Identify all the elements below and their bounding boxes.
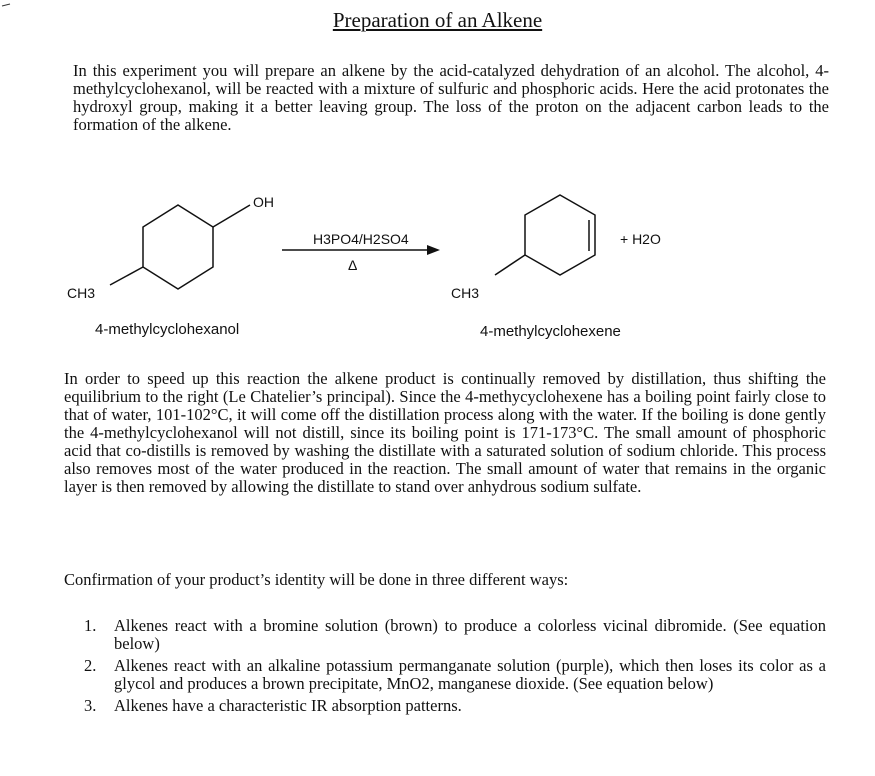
reaction-scheme (55, 175, 775, 355)
confirmation-intro: Confirmation of your product’s identity will be done in three different ways: (64, 570, 569, 589)
list-item (84, 657, 826, 693)
catalyst-label: H3PO4/H2SO4 (313, 231, 409, 247)
reaction-arrow-head (427, 245, 440, 255)
reactant-oh-label: OH (253, 194, 274, 210)
list-item-text: Alkenes react with an alkaline potassium permanganate solution (purple), which then loses its color as a glycol and produces a brown precipitate, MnO2, manganese dioxide. (See equation below) (114, 656, 826, 693)
list-item-text: Alkenes have a characteristic IR absorption patterns. (114, 696, 462, 715)
list-item-number: 1. (84, 616, 97, 635)
product-name: 4-methylcyclohexene (480, 323, 621, 340)
distillation-paragraph: In order to speed up this reaction the alkene product is continually removed by distillation, thus shifting the equilibrium to the right (Le Chatelier’s principal). Since the 4-methycyclohexene has a boiling point fairly close to that of water, 101-102°C, it will come off the distillation process along with the water. If the boiling is done gently the 4-methylcyclohexanol will not distill, since its boiling point is 171-173°C. The small amount of phosphoric acid that co-distills is removed by washing the distillate with a saturated solution of sodium chloride. This process also removes most of the water produced in the reaction. The small amount of water that remains in the organic layer is then removed by allowing the distillate to stand over anhydrous sodium sulfate. (64, 369, 826, 496)
list-item-number: 3. (84, 696, 97, 715)
product-ch3-bond (495, 255, 525, 275)
byproduct-label: + H2O (620, 231, 661, 247)
oh-bond (213, 205, 250, 227)
reactant-ch3-label: CH3 (67, 285, 96, 301)
product-ch3-label: CH3 (451, 285, 480, 301)
list-item-text: Alkenes react with a bromine solution (brown) to produce a colorless vicinal dibromide. (See equation below) (114, 616, 826, 653)
reactant-ch3-bond (110, 267, 143, 285)
page-title: Preparation of an Alkene (332, 8, 543, 32)
intro-paragraph: In this experiment you will prepare an alkene by the acid-catalyzed dehydration of an alcohol. The alcohol, 4-methylcyclohexanol, will be reacted with a mixture of sulfuric and phosphoric acids. Here the acid protonates the hydroxyl group, making it a better leaving group. The loss of the proton on the adjacent carbon leads to the formation of the alkene. (73, 61, 829, 134)
heat-symbol: Δ (348, 257, 358, 273)
list-item-number: 2. (84, 656, 97, 675)
confirmation-list (84, 617, 826, 719)
list-item (84, 697, 826, 715)
reactant-name: 4-methylcyclohexanol (95, 321, 240, 338)
reactant-ring (143, 205, 213, 289)
product-ring (525, 195, 595, 275)
list-item (84, 617, 826, 653)
